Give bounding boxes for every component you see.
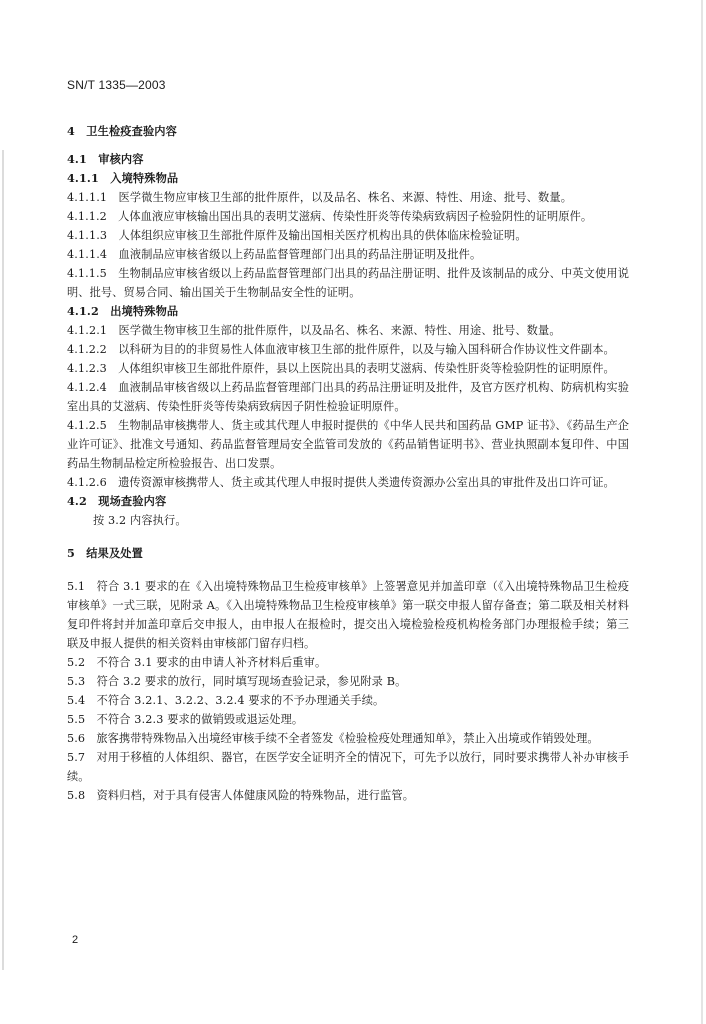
clause-4-1-2-3: 4.1.2.3 人体组织审核卫生部批件原件，县以上医院出具的表明艾滋病、传染性肝炎等检验阴性的证明原件。 [67,362,615,375]
clause-4-1-1-3: 4.1.1.3 人体组织应审核卫生部批件原件及输出国相关医疗机构出具的供体临床检验证明。 [67,229,527,242]
clause-4-2-body: 按 3.2 内容执行。 [93,514,187,527]
scan-edge-left [2,150,4,970]
clause-5-4: 5.4 不符合 3.2.1、3.2.2、3.2.4 要求的不予办理通关手续。 [67,694,385,707]
clause-4-1-2-5: 4.1.2.5 生物制品审核携带人、货主或其代理人申报时提供的《中华人民共和国药品 GMP 证书》、《药品生产企业许可证》、批准文号通知、药品监督管理局安全监管司发放的《药品销售证明书》、营业执照副本复印件、中国药品生物制品检定所检验报告、出口发票。 [67,419,629,470]
clause-5-7: 5.7 对用于移植的人体组织、器官，在医学安全证明齐全的情况下，可先予以放行，同时要求携带人补办审核手续。 [67,751,629,783]
clause-4-1-1-5: 4.1.1.5 生物制品应审核省级以上药品监督管理部门出具的药品注册证明、批件及该制品的成分、中英文使用说明、批号、贸易合同、输出国关于生物制品安全性的证明。 [67,267,629,299]
clause-4-1-2-2: 4.1.2.2 以科研为目的的非贸易性人体血液审核卫生部的批件原件，以及与输入国科研合作协议性文件副本。 [67,343,615,356]
clause-4-1-1-1: 4.1.1.1 医学微生物应审核卫生部的批件原件，以及品名、株名、来源、特性、用途、批号、数量。 [67,191,573,204]
standard-code-header: SN/T 1335—2003 [67,78,166,92]
clause-5-1: 5.1 符合 3.1 要求的在《入出境特殊物品卫生检疫审核单》上签署意见并加盖印章（《入出境特殊物品卫生检疫审核单》一式三联，见附录 A。《入出境特殊物品卫生检疫审核单》第一联交申报人留存备查；第二联及相关材料复印件将封并加盖印章后交申报人，由申报人在报检时，提交出入境检验检疫机构检务部门办理报检手续；第三联及申报人提供的相关资料由审核部门留存归档。 [67,580,629,650]
section-heading-4-1: 4.1 审核内容 [67,152,144,166]
section-heading-4-1-2: 4.1.2 出境特殊物品 [67,304,179,318]
clause-4-1-1-4: 4.1.1.4 血液制品应审核省级以上药品监督管理部门出具的药品注册证明及批件。 [67,248,482,261]
clause-5-3: 5.3 符合 3.2 要求的放行，同时填写现场查验记录，参见附录 B。 [67,675,407,688]
clause-5-8: 5.8 资料归档，对于具有侵害人体健康风险的特殊物品，进行监管。 [67,789,415,802]
section-heading-4-1-1: 4.1.1 入境特殊物品 [67,171,179,185]
section-heading-4-2: 4.2 现场查验内容 [67,494,167,508]
section-heading-4: 4 卫生检疫查验内容 [67,124,177,138]
clause-5-5: 5.5 不符合 3.2.3 要求的做销毁或退运处理。 [67,713,304,726]
document-body [67,122,629,805]
clause-4-1-2-6: 4.1.2.6 遗传资源审核携带人、货主或其代理人申报时提供人类遗传资源办公室出具的审批件及出口许可证。 [67,476,615,489]
clause-4-1-2-4: 4.1.2.4 血液制品审核省级以上药品监督管理部门出具的药品注册证明及批件，及官方医疗机构、防病机构实验室出具的艾滋病、传染性肝炎等传染病致病因子阴性检验证明原件。 [67,381,629,413]
clause-5-6: 5.6 旅客携带特殊物品入出境经审核手续不全者签发《检验检疫处理通知单》，禁止入出境或作销毁处理。 [67,732,599,745]
scan-edge-right [701,0,703,1024]
clause-4-1-2-1: 4.1.2.1 医学微生物审核卫生部的批件原件，以及品名、株名、来源、特性、用途、批号、数量。 [67,324,561,337]
clause-4-1-1-2: 4.1.1.2 人体血液应审核输出国出具的表明艾滋病、传染性肝炎等传染病致病因子检验阴性的证明原件。 [67,210,593,223]
page-number: 2 [72,934,79,946]
section-heading-5: 5 结果及处置 [67,546,143,560]
clause-5-2: 5.2 不符合 3.1 要求的由申请人补齐材料后重审。 [67,656,327,669]
